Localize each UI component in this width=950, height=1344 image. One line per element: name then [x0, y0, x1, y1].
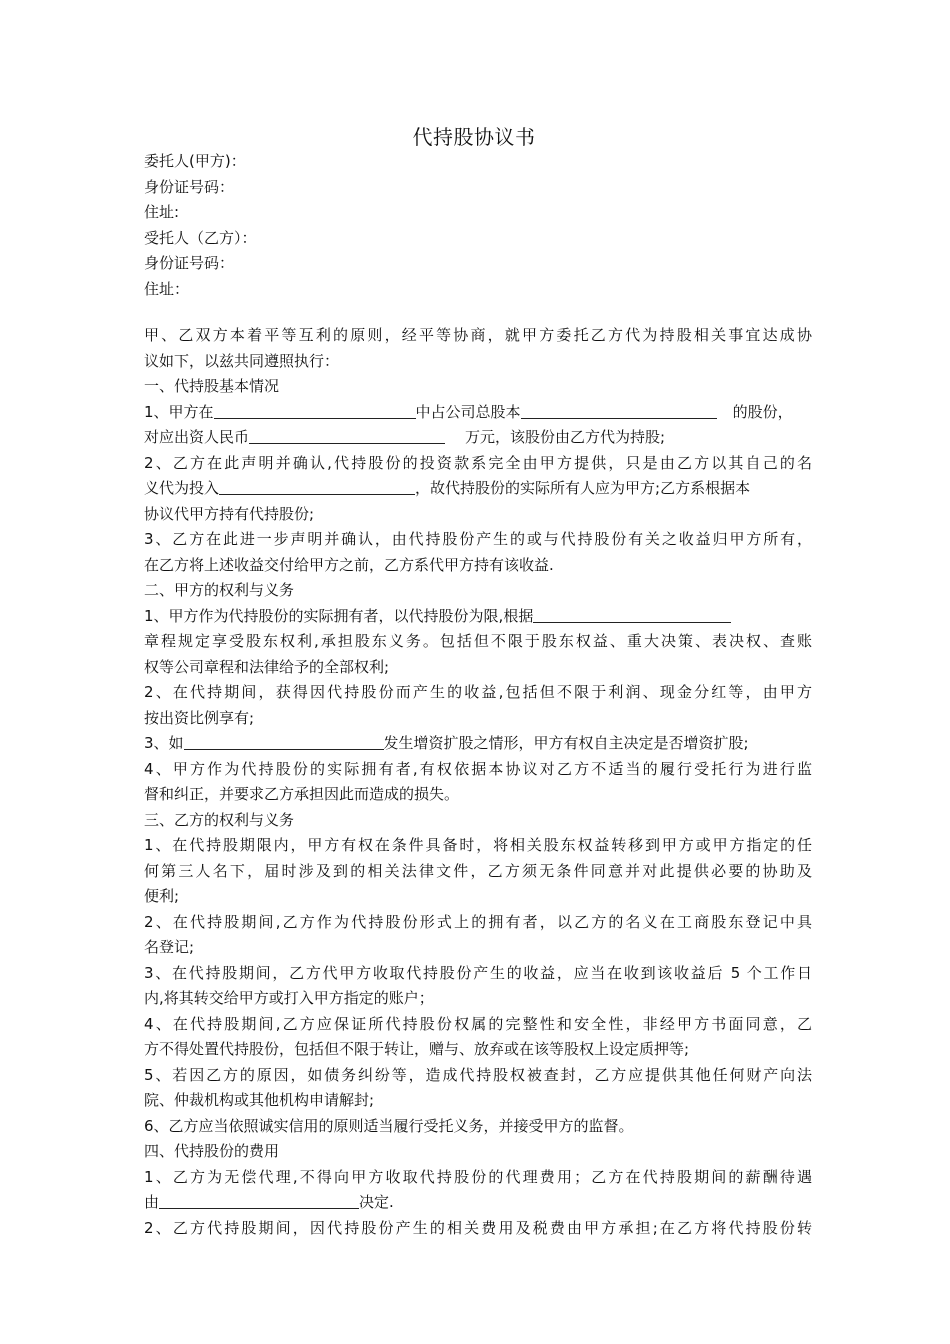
fill-blank[interactable] [184, 733, 384, 750]
fill-blank[interactable] [159, 1192, 359, 1209]
section-heading-3: 三、乙方的权利与义务 [144, 810, 295, 829]
clause-line: 5、若因乙方的原因，如债务纠纷等，造成代持股权被查封，乙方应提供其他任何财产向法 [144, 1065, 812, 1084]
clause-line: 义代为投入 ，故代持股份的实际所有人应为甲方;乙方系根据本 [144, 479, 751, 497]
clause-line: 4、甲方作为代持股份的实际拥有者,有权依据本协议对乙方不适当的履行受托行为进行监 [144, 759, 812, 778]
party-principal-id: 身份证号码： [144, 177, 235, 196]
clause-line: 4、在代持股期间,乙方应保证所代持股份权属的完整性和安全性，非经甲方书面同意，乙 [144, 1014, 812, 1033]
party-trustee-address: 住址： [144, 279, 190, 298]
clause-line: 院、仲裁机构或其他机构申请解封; [144, 1091, 375, 1109]
clause-line: 名登记; [144, 938, 195, 956]
clause-line: 章程规定享受股东权利,承担股东义务。包括但不限于股东权益、重大决策、表决权、查账 [144, 632, 812, 650]
clause-line: 1、甲方作为代持股份的实际拥有者，以代持股份为限,根据 [144, 604, 812, 630]
party-principal-address: 住址: [144, 203, 180, 221]
document-page [144, 0, 812, 1344]
clause-line: 方不得处置代持股份，包括但不限于转让，赠与、放弃或在该等股权上设定质押等; [144, 1040, 690, 1058]
clause-line: 1、乙方为无偿代理,不得向甲方收取代持股份的代理费用；乙方在代持股期间的薪酬待遇 [144, 1167, 812, 1186]
clause-line: 2、在代持期间，获得因代持股份而产生的收益,包括但不限于利润、现金分红等，由甲方 [144, 683, 812, 701]
clause-line: 2、乙方代持股期间，因代持股份产生的相关费用及税费由甲方承担;在乙方将代持股份转 [144, 1218, 812, 1237]
clause-line: 协议代甲方持有代持股份; [144, 504, 315, 523]
clause-line: 对应出资人民币 万元，该股份由乙方代为持股; [144, 428, 666, 446]
clause-line: 权等公司章程和法律给予的全部权利; [144, 657, 390, 676]
fill-blank[interactable] [533, 606, 731, 623]
clause-line: 2、在代持股期间,乙方作为代持股份形式上的拥有者，以乙方的名义在工商股东登记中具 [144, 912, 812, 931]
clause-line: 1、甲方在 中占公司总股本 的股份， [144, 402, 793, 421]
clause-line: 督和纠正，并要求乙方承担因此而造成的损失。 [144, 785, 460, 803]
parties-block [144, 149, 812, 302]
fill-blank[interactable] [249, 427, 445, 444]
clause-line: 在乙方将上述收益交付给甲方之前，乙方系代甲方持有该收益. [144, 555, 554, 574]
party-principal: 委托人(甲方)： [144, 152, 246, 170]
clause-line: 何第三人名下，届时涉及到的相关法律文件，乙方须无条件同意并对此提供必要的协助及 [144, 861, 812, 880]
fill-blank[interactable] [214, 402, 416, 419]
clause-line: 内,将其转交给甲方或打入甲方指定的账户； [144, 989, 434, 1007]
party-trustee: 受托人（乙方）： [144, 228, 257, 247]
clause-line: 3、如 发生增资扩股之情形，甲方有权自主决定是否增资扩股; [144, 734, 749, 752]
agreement-body [144, 323, 812, 1241]
clause-line: 1、在代持股期限内，甲方有权在条件具备时，将相关股东权益转移到甲方或甲方指定的任 [144, 836, 812, 854]
section-heading-2: 二、甲方的权利与义务 [144, 581, 295, 599]
clause-line: 由 决定. [144, 1193, 394, 1211]
intro-line: 甲、乙双方本着平等互利的原则，经平等协商，就甲方委托乙方代为持股相关事宜达成协 [144, 326, 812, 344]
section-heading-1: 一、代持股基本情况 [144, 377, 280, 395]
fill-blank[interactable] [219, 478, 415, 495]
document-title: 代持股协议书 [412, 125, 536, 149]
fill-blank[interactable] [521, 402, 717, 419]
clause-line: 3、乙方在此进一步声明并确认，由代持股份产生的或与代持股份有关之收益归甲方所有， [144, 530, 812, 548]
clause-line: 2、乙方在此声明并确认,代持股份的投资款系完全由甲方提供，只是由乙方以其自己的名 [144, 453, 812, 472]
party-trustee-id: 身份证号码： [144, 254, 235, 272]
section-heading-4: 四、代持股份的费用 [144, 1142, 280, 1160]
clause-line: 便利; [144, 887, 180, 905]
clause-line: 3、在代持股期间，乙方代甲方收取代持股份产生的收益，应当在收到该收益后 5 个工作日 [144, 963, 812, 982]
clause-line: 按出资比例享有; [144, 708, 255, 727]
intro-line: 议如下，以兹共同遵照执行： [144, 351, 340, 370]
clause-line: 6、乙方应当依照诚实信用的原则适当履行受托义务，并接受甲方的监督。 [144, 1116, 634, 1135]
